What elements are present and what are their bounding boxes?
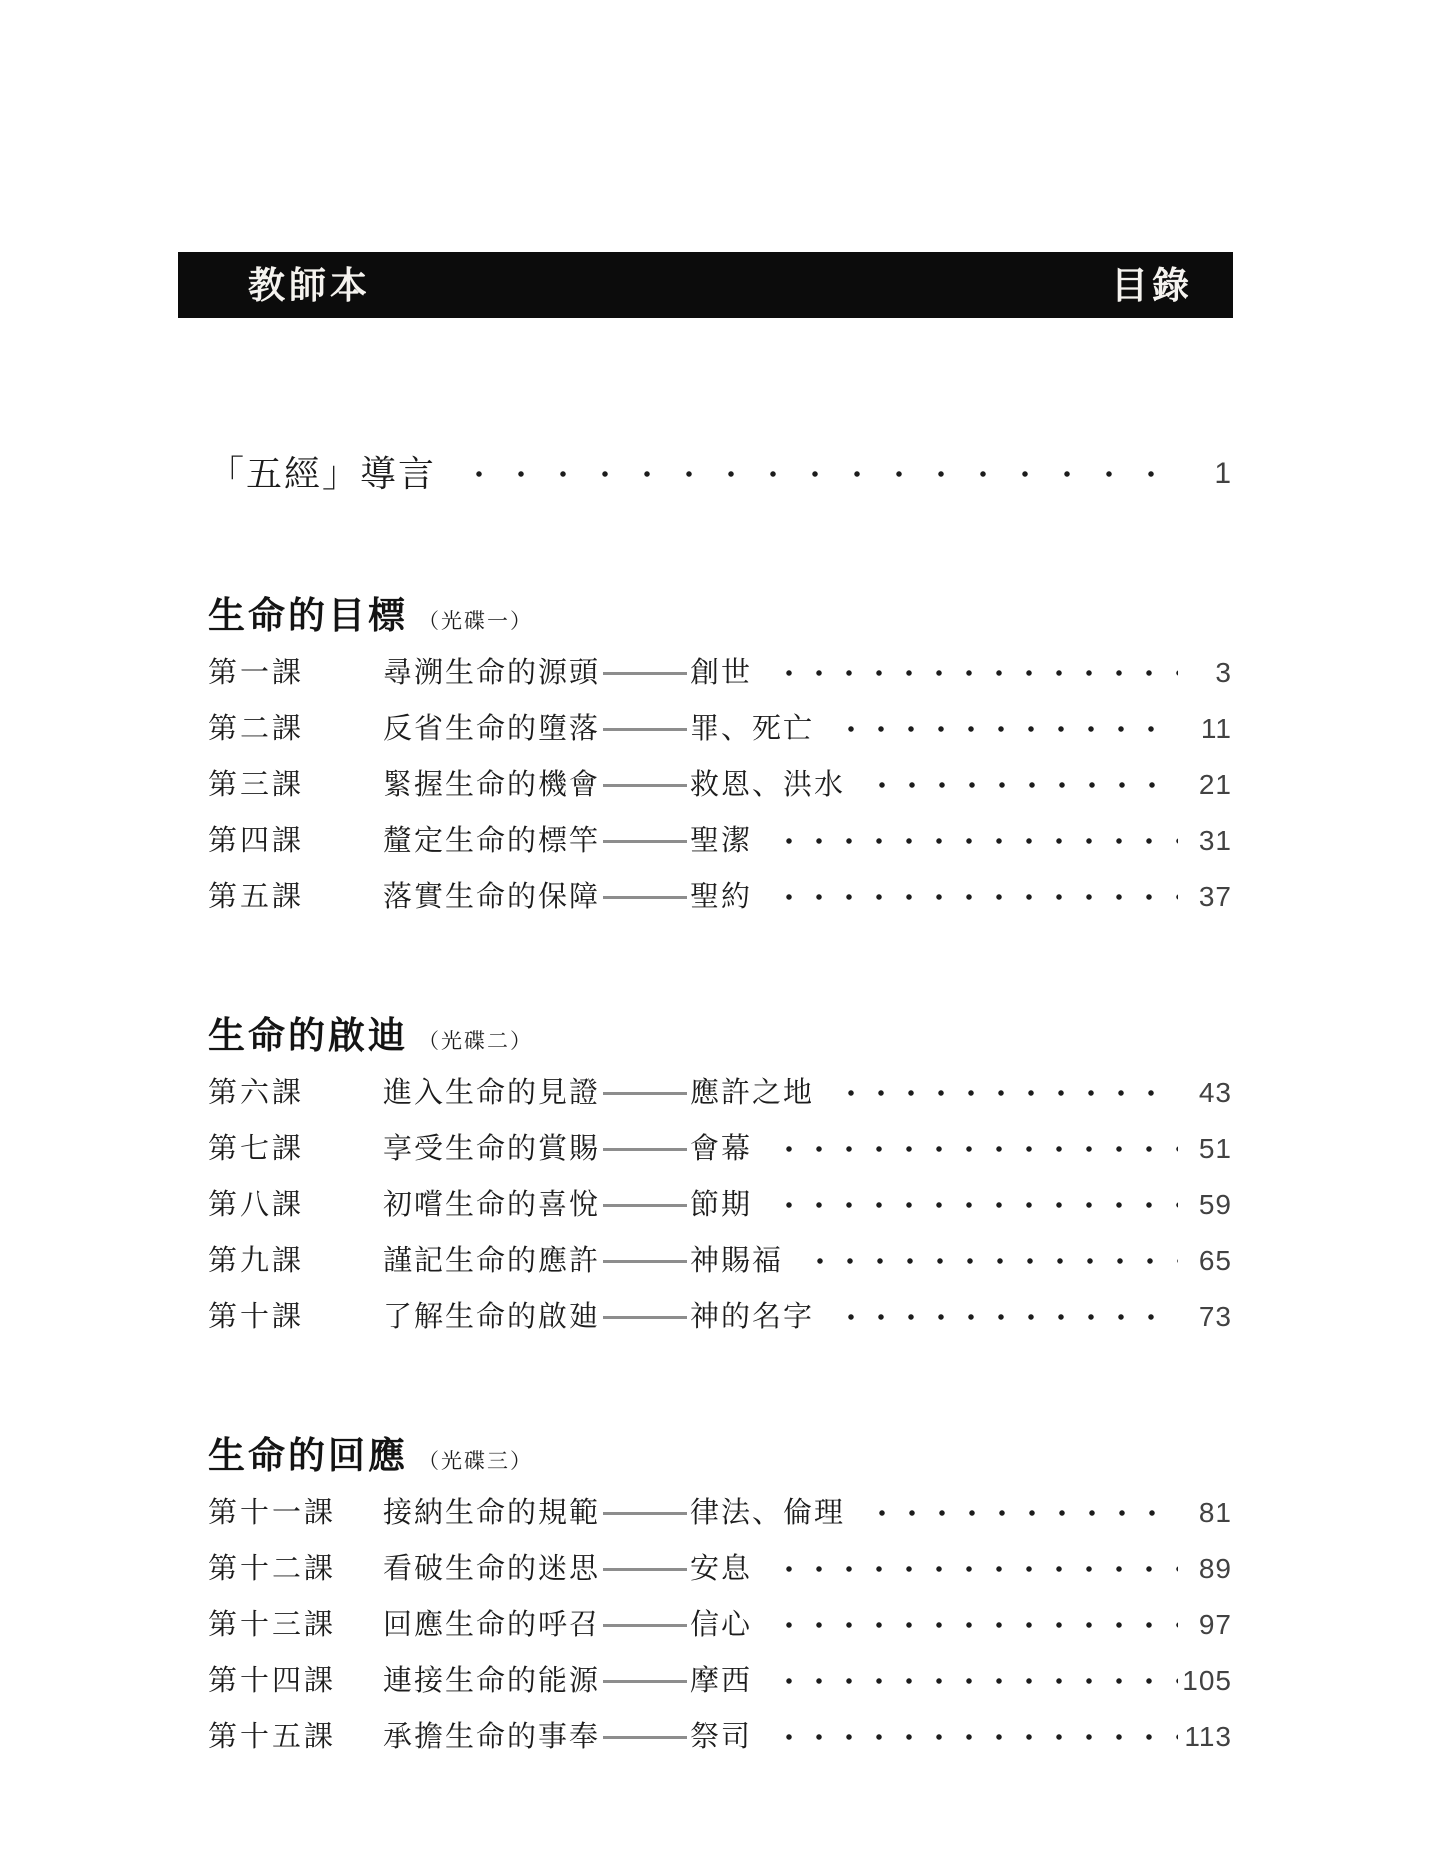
toc-section: [208, 1432, 1232, 1756]
dot-leader: [766, 878, 1178, 916]
lesson-subtitle: 聖約: [690, 881, 753, 913]
page-number: 113: [1184, 1721, 1232, 1752]
toc-row: [208, 1494, 1232, 1532]
lesson-number: 第十一課: [208, 1497, 337, 1529]
lesson-subtitle: 應許之地: [690, 1077, 815, 1109]
lesson-title: 尋溯生命的源頭: [383, 657, 601, 689]
toc-row: [208, 710, 1232, 748]
lesson-number: 第十三課: [208, 1609, 337, 1641]
page-number: 73: [1198, 1301, 1232, 1332]
toc-row: [208, 1606, 1232, 1644]
em-dash-connector: [603, 1736, 687, 1739]
lesson-title: 承擔生命的事奉: [383, 1721, 601, 1753]
lesson-title: 了解生命的啟廸: [383, 1301, 601, 1333]
lesson-title: 進入生命的見證: [383, 1077, 601, 1109]
lesson-subtitle: 救恩、洪水: [690, 769, 846, 801]
intro-title: 「五經」導言: [208, 453, 437, 494]
page-number: 59: [1198, 1189, 1232, 1220]
em-dash-connector: [603, 784, 687, 787]
em-dash-connector: [603, 1680, 687, 1683]
lesson-number: 第十四課: [208, 1665, 337, 1697]
lesson-subtitle: 罪、死亡: [690, 713, 815, 745]
dot-leader: [859, 766, 1178, 804]
page-number: 89: [1198, 1553, 1232, 1584]
lesson-title: 落實生命的保障: [383, 881, 601, 913]
lesson-number: 第七課: [208, 1133, 305, 1165]
lesson-number: 第四課: [208, 825, 305, 857]
dot-leader: [766, 1718, 1178, 1756]
dot-leader: [828, 710, 1178, 748]
dot-leader: [766, 1130, 1178, 1168]
em-dash-connector: [603, 840, 687, 843]
dot-leader: [859, 1494, 1178, 1532]
section-disc-label: （光碟一）: [418, 610, 533, 633]
em-dash-connector: [603, 1092, 687, 1095]
lesson-title: 釐定生命的標竿: [383, 825, 601, 857]
toc-row: [208, 1074, 1232, 1112]
page-number: 3: [1215, 657, 1232, 688]
em-dash-connector: [603, 1316, 687, 1319]
toc-entry-intro: [208, 452, 1232, 496]
lesson-subtitle: 安息: [690, 1553, 753, 1585]
toc-row: [208, 1718, 1232, 1756]
lesson-subtitle: 祭司: [690, 1721, 753, 1753]
em-dash-connector: [603, 672, 687, 675]
lesson-number: 第十二課: [208, 1553, 337, 1585]
toc-row: [208, 878, 1232, 916]
lesson-title: 接納生命的規範: [383, 1497, 601, 1529]
dot-leader: [828, 1298, 1178, 1336]
dot-leader: [450, 452, 1178, 496]
toc-row: [208, 822, 1232, 860]
toc-row: [208, 654, 1232, 692]
page-number: 11: [1200, 713, 1232, 744]
lesson-title: 謹記生命的應許: [383, 1245, 601, 1277]
dot-leader: [766, 1606, 1178, 1644]
lesson-number: 第十課: [208, 1301, 305, 1333]
toc-row: [208, 1130, 1232, 1168]
lesson-subtitle: 神賜福: [690, 1245, 784, 1277]
lesson-number: 第六課: [208, 1077, 305, 1109]
dot-leader: [766, 1662, 1178, 1700]
lesson-number: 第九課: [208, 1245, 305, 1277]
section-heading: [208, 1012, 1232, 1066]
page-number: 105: [1182, 1665, 1232, 1696]
header-bar: [178, 252, 1233, 318]
lesson-subtitle: 聖潔: [690, 825, 753, 857]
toc-row: [208, 766, 1232, 804]
page-number: 81: [1198, 1497, 1232, 1528]
page-number: 65: [1198, 1245, 1232, 1276]
em-dash-connector: [603, 728, 687, 731]
dot-leader: [766, 654, 1178, 692]
toc-row: [208, 1186, 1232, 1224]
page-number: 21: [1198, 769, 1232, 800]
lesson-subtitle: 節期: [690, 1189, 753, 1221]
page-number: 97: [1198, 1609, 1232, 1640]
em-dash-connector: [603, 896, 687, 899]
toc-row: [208, 1662, 1232, 1700]
dot-leader: [766, 1186, 1178, 1224]
section-title: 生命的回應: [208, 1435, 408, 1476]
lesson-list: [208, 1074, 1232, 1336]
toc-row: [208, 1298, 1232, 1336]
toc-section: [208, 1012, 1232, 1336]
em-dash-connector: [603, 1624, 687, 1627]
toc-row: [208, 1242, 1232, 1280]
page-number: 43: [1198, 1077, 1232, 1108]
lesson-title: 回應生命的呼召: [383, 1609, 601, 1641]
lesson-subtitle: 會幕: [690, 1133, 753, 1165]
toc-row: [208, 1550, 1232, 1588]
dot-leader: [828, 1074, 1178, 1112]
section-title: 生命的目標: [208, 595, 408, 636]
section-heading: [208, 1432, 1232, 1486]
book-edition-title: 教師本: [248, 264, 371, 306]
lesson-number: 第五課: [208, 881, 305, 913]
lesson-list: [208, 654, 1232, 916]
lesson-subtitle: 摩西: [690, 1665, 753, 1697]
toc-content: [208, 452, 1232, 1756]
lesson-number: 第一課: [208, 657, 305, 689]
page-number: 37: [1198, 881, 1232, 912]
lesson-title: 享受生命的賞賜: [383, 1133, 601, 1165]
dot-leader: [797, 1242, 1178, 1280]
page-number: 51: [1198, 1133, 1232, 1164]
lesson-subtitle: 律法、倫理: [690, 1497, 846, 1529]
page-number: 31: [1198, 825, 1232, 856]
section-heading: [208, 592, 1232, 646]
lesson-number: 第十五課: [208, 1721, 337, 1753]
lesson-number: 第八課: [208, 1189, 305, 1221]
dot-leader: [766, 1550, 1178, 1588]
page-title: 目錄: [1111, 264, 1193, 306]
lesson-subtitle: 神的名字: [690, 1301, 815, 1333]
lesson-title: 看破生命的迷思: [383, 1553, 601, 1585]
toc-section: [208, 592, 1232, 916]
em-dash-connector: [603, 1204, 687, 1207]
section-disc-label: （光碟二）: [418, 1030, 533, 1053]
lesson-title: 連接生命的能源: [383, 1665, 601, 1697]
toc-sections: [208, 592, 1232, 1756]
lesson-title: 初嚐生命的喜悅: [383, 1189, 601, 1221]
section-disc-label: （光碟三）: [418, 1450, 533, 1473]
em-dash-connector: [603, 1512, 687, 1515]
em-dash-connector: [603, 1568, 687, 1571]
lesson-list: [208, 1494, 1232, 1756]
lesson-title: 反省生命的墮落: [383, 713, 601, 745]
lesson-number: 第三課: [208, 769, 305, 801]
lesson-subtitle: 信心: [690, 1609, 753, 1641]
lesson-subtitle: 創世: [690, 657, 753, 689]
dot-leader: [766, 822, 1178, 860]
lesson-number: 第二課: [208, 713, 305, 745]
em-dash-connector: [603, 1260, 687, 1263]
em-dash-connector: [603, 1148, 687, 1151]
section-title: 生命的啟迪: [208, 1015, 408, 1056]
page-number: 1: [1214, 457, 1232, 490]
lesson-title: 緊握生命的機會: [383, 769, 601, 801]
